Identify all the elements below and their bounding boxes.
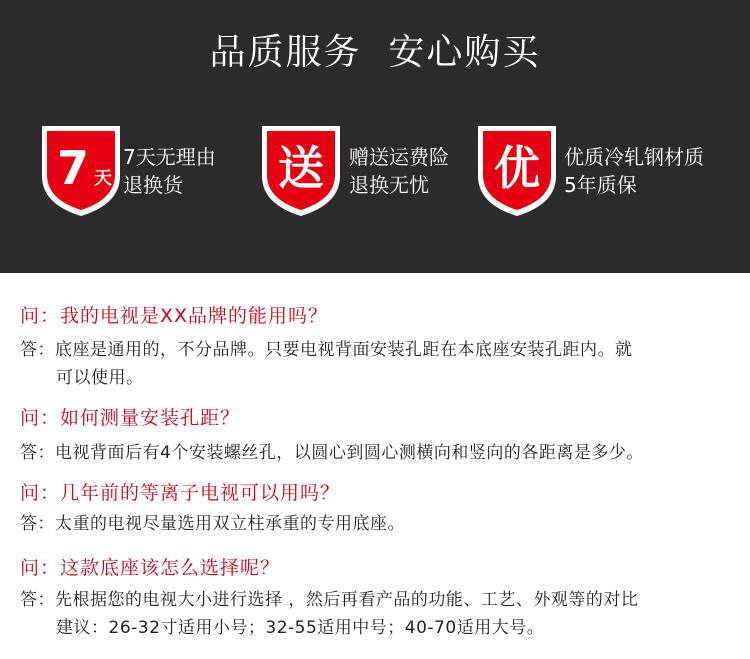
badge-2-char: 送	[278, 141, 324, 195]
badge-2-text	[349, 143, 449, 199]
faq-answer: 答：底座是通用的，不分品牌。只要电视背面安装孔距在本底座安装孔距内。就	[20, 340, 633, 360]
faq-question: 问：这款底座该怎么选择呢？	[20, 557, 281, 579]
faq-item-1	[20, 302, 735, 392]
quality-steel-badge-icon	[466, 118, 568, 220]
badge-1-line1: 7天无理由	[123, 145, 216, 169]
faq-item-4	[20, 554, 735, 642]
faq-question: 问：如何测量安装孔距？	[20, 407, 241, 429]
badge-1-line2: 退换货	[123, 173, 183, 197]
faq-answer-continued: 建议：26-32寸适用小号；32-55适用中号；40-70适用大号。	[56, 618, 545, 638]
faq-answer-continued: 可以使用。	[56, 368, 144, 388]
badge-2-line1: 赠送运费险	[349, 145, 449, 169]
badge-3-text	[564, 143, 704, 199]
badge-7-sub: 天	[94, 168, 112, 189]
badge-3-line2: 5年质保	[564, 173, 637, 197]
badge-3-line1: 优质冷轧钢材质	[564, 145, 704, 169]
badge-7-char: 7	[56, 141, 89, 195]
faq-question: 问：我的电视是XX品牌的能用吗？	[20, 305, 329, 327]
badge-1-text	[123, 143, 216, 199]
faq-question: 问：几年前的等离子电视可以用吗？	[20, 482, 341, 504]
faq-answer: 答：先根据您的电视大小进行选择 ，然后再看产品的功能、工艺、外观等的对比	[20, 590, 639, 610]
service-banner	[0, 0, 750, 273]
seven-day-return-badge-icon	[30, 118, 132, 220]
badge-3-char: 优	[494, 141, 540, 195]
banner-title: 品质服务 安心购买	[209, 32, 541, 73]
faq-item-3	[20, 479, 735, 538]
faq-answer: 答：电视背面后有4个安装螺丝孔，以圆心到圆心测横向和竖向的各距离是多少。	[20, 443, 644, 463]
faq-item-2	[20, 404, 735, 467]
free-shipping-insurance-badge-icon	[250, 118, 352, 220]
badge-2-line2: 退换无忧	[349, 173, 429, 197]
faq-answer: 答：太重的电视尽量选用双立柱承重的专用底座。	[20, 514, 405, 534]
